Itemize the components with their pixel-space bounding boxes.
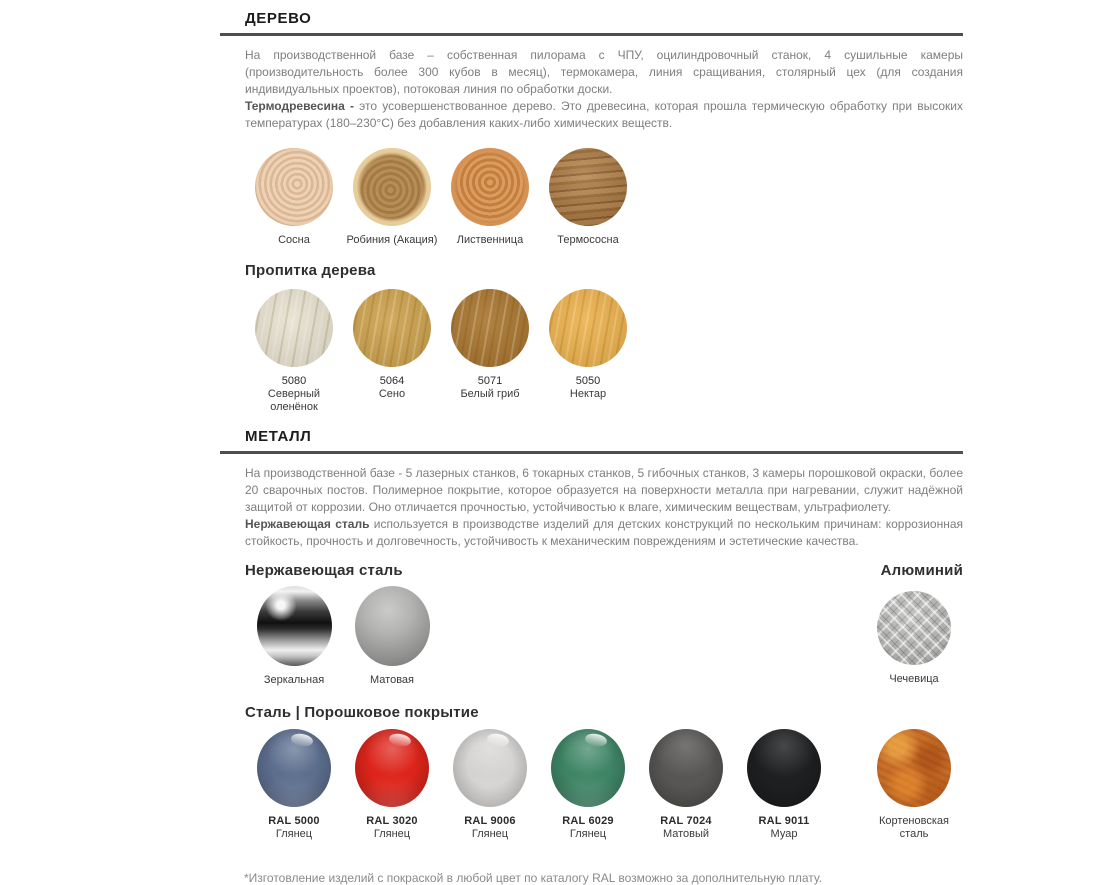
swatch-label bbox=[539, 375, 637, 401]
thermowood-lead: Термодревесина - bbox=[245, 99, 354, 113]
swatch-code: 5080 bbox=[281, 375, 307, 387]
chechevitsa-swatch-circle bbox=[877, 591, 951, 665]
termososna-swatch-circle bbox=[549, 148, 627, 226]
swatch-label bbox=[343, 815, 441, 841]
swatch-sosna bbox=[245, 148, 343, 247]
swatch-code: RAL 9006 bbox=[464, 815, 516, 827]
swatch-code: RAL 5000 bbox=[268, 815, 320, 827]
swatch-name: Термососна bbox=[557, 234, 619, 246]
ral5000-swatch-circle bbox=[257, 729, 331, 807]
impregnation-row bbox=[245, 289, 963, 414]
stainless-row bbox=[245, 586, 441, 687]
swatch-code: RAL 3020 bbox=[366, 815, 418, 827]
swatch-name: Сено bbox=[378, 388, 406, 400]
powder-corten-row bbox=[245, 729, 963, 841]
korten-swatch-circle bbox=[877, 729, 951, 807]
swatch-ral9006 bbox=[441, 729, 539, 841]
swatch-name: Сосна bbox=[278, 234, 310, 246]
ral9011-swatch-circle bbox=[747, 729, 821, 807]
swatch-label bbox=[865, 673, 963, 686]
swatch-label bbox=[245, 375, 343, 414]
swatch-code: RAL 9011 bbox=[758, 815, 810, 827]
swatch-label bbox=[735, 815, 833, 841]
swatch-code: 5050 bbox=[575, 375, 601, 387]
swatch-robinia bbox=[343, 148, 441, 247]
swatch-5050 bbox=[539, 289, 637, 401]
swatch-label bbox=[245, 815, 343, 841]
robinia-swatch-circle bbox=[353, 148, 431, 226]
swatch-zerkalnaya bbox=[245, 586, 343, 687]
swatch-ral5000 bbox=[245, 729, 343, 841]
swatch-label bbox=[245, 674, 343, 687]
swatch-name: Кортеновская сталь bbox=[879, 815, 949, 840]
stainless-aluminum-headers bbox=[245, 561, 963, 580]
swatch-korten bbox=[865, 729, 963, 841]
swatch-code: RAL 7024 bbox=[660, 815, 712, 827]
stainless-text: используется в производстве изделий для детских конструкций по нескольким причинам: коррозионная стойкость, прочность и долговечность, устойчивость к механическим повреждениям и эстетические качества. bbox=[245, 517, 963, 548]
swatch-label bbox=[539, 815, 637, 841]
swatch-code: 5064 bbox=[379, 375, 405, 387]
zerkalnaya-swatch-circle bbox=[257, 586, 332, 666]
metal-section-title: МЕТАЛЛ bbox=[245, 428, 312, 445]
swatch-name: Матовый bbox=[662, 828, 710, 840]
swatch-ral6029 bbox=[539, 729, 637, 841]
swatch-code: RAL 6029 bbox=[562, 815, 614, 827]
swatch-name: Северный оленёнок bbox=[267, 388, 321, 413]
swatch-ral3020 bbox=[343, 729, 441, 841]
wood-species-row bbox=[245, 148, 963, 247]
swatch-name: Глянец bbox=[569, 828, 607, 840]
swatch-label bbox=[441, 375, 539, 401]
corten-cell bbox=[865, 729, 963, 841]
swatch-ral9011 bbox=[735, 729, 833, 841]
swatch-listvennitsa bbox=[441, 148, 539, 247]
5064-swatch-circle bbox=[353, 289, 431, 367]
wood-section bbox=[245, 10, 963, 414]
swatch-label bbox=[245, 234, 343, 247]
swatch-name: Чечевица bbox=[889, 673, 939, 685]
swatch-label bbox=[539, 234, 637, 247]
ral3020-swatch-circle bbox=[355, 729, 429, 807]
swatch-label bbox=[343, 674, 441, 687]
listvennitsa-swatch-circle bbox=[451, 148, 529, 226]
powder-row bbox=[245, 729, 833, 841]
swatch-label bbox=[343, 234, 441, 247]
swatch-name: Зеркальная bbox=[263, 674, 325, 686]
stainless-title: Нержавеющая сталь bbox=[245, 562, 403, 579]
swatch-name: Белый гриб bbox=[460, 388, 520, 400]
swatch-ral7024 bbox=[637, 729, 735, 841]
thermowood-text: это усовершенствованное дерево. Это древесина, которая прошла термическую обработку при высоких температурах (180–230°С) без добавления каких-либо химических веществ. bbox=[245, 99, 963, 130]
swatch-name: Лиственница bbox=[456, 234, 524, 246]
5071-swatch-circle bbox=[451, 289, 529, 367]
5080-swatch-circle bbox=[255, 289, 333, 367]
swatch-name: Глянец bbox=[373, 828, 411, 840]
swatch-5080 bbox=[245, 289, 343, 414]
thermowood-paragraph bbox=[245, 98, 963, 132]
wood-intro-paragraph: На производственной базе – собственная пилорама с ЧПУ, оцилиндровочный станок, 4 сушильные камеры (производительность более 300 кубов в месяц), термокамера, линия сращивания, столярный цех (для создания индивидуальных проектов), потоковая линия по обработки доски. bbox=[245, 48, 963, 96]
ral9006-swatch-circle bbox=[453, 729, 527, 807]
aluminum-title: Алюминий bbox=[880, 562, 963, 579]
swatch-chechevitsa bbox=[865, 586, 963, 686]
swatch-5064 bbox=[343, 289, 441, 401]
aluminum-cell bbox=[865, 586, 963, 686]
swatch-name: Робиния (Акация) bbox=[346, 234, 438, 246]
stainless-paragraph bbox=[245, 516, 963, 550]
ral7024-swatch-circle bbox=[649, 729, 723, 807]
matovaya-swatch-circle bbox=[355, 586, 430, 666]
swatch-label bbox=[637, 815, 735, 841]
wood-section-rule bbox=[220, 33, 963, 36]
sosna-swatch-circle bbox=[255, 148, 333, 226]
ral6029-swatch-circle bbox=[551, 729, 625, 807]
powder-coating-title: Сталь | Порошковое покрытие bbox=[245, 704, 479, 721]
metal-intro-paragraph: На производственной базе - 5 лазерных станков, 6 токарных станков, 5 гибочных станков, 3 камеры порошковой окраски, более 20 сварочных постов. Полимерное покрытие, которое образуется на поверхности металла при нагревании, служит надёжной защитой от коррозии. Оно отличается прочностью, устойчивостью к влаге, химическим веществам, ультрафиолету. bbox=[245, 466, 963, 514]
swatch-code: 5071 bbox=[477, 375, 503, 387]
swatch-label bbox=[865, 815, 963, 841]
swatch-label bbox=[343, 375, 441, 401]
wood-section-title: ДЕРЕВО bbox=[245, 10, 312, 27]
swatch-name: Глянец bbox=[275, 828, 313, 840]
swatch-name: Нектар bbox=[569, 388, 607, 400]
swatch-matovaya bbox=[343, 586, 441, 687]
swatch-name: Муар bbox=[770, 828, 798, 840]
stainless-lead: Нержавеющая сталь bbox=[245, 517, 370, 531]
swatch-termososna bbox=[539, 148, 637, 247]
swatch-name: Матовая bbox=[370, 674, 414, 686]
5050-swatch-circle bbox=[549, 289, 627, 367]
catalog-page bbox=[245, 0, 963, 885]
metal-section bbox=[245, 428, 963, 841]
swatch-5071 bbox=[441, 289, 539, 401]
metal-section-rule bbox=[220, 451, 963, 454]
stainless-aluminum-row bbox=[245, 586, 963, 687]
impregnation-title: Пропитка дерева bbox=[245, 262, 376, 279]
footnote: *Изготовление изделий с покраской в любой цвет по каталогу RAL возможно за дополнительную плату. bbox=[244, 871, 823, 885]
swatch-label bbox=[441, 815, 539, 841]
swatch-label bbox=[441, 234, 539, 247]
swatch-name: Глянец bbox=[471, 828, 509, 840]
